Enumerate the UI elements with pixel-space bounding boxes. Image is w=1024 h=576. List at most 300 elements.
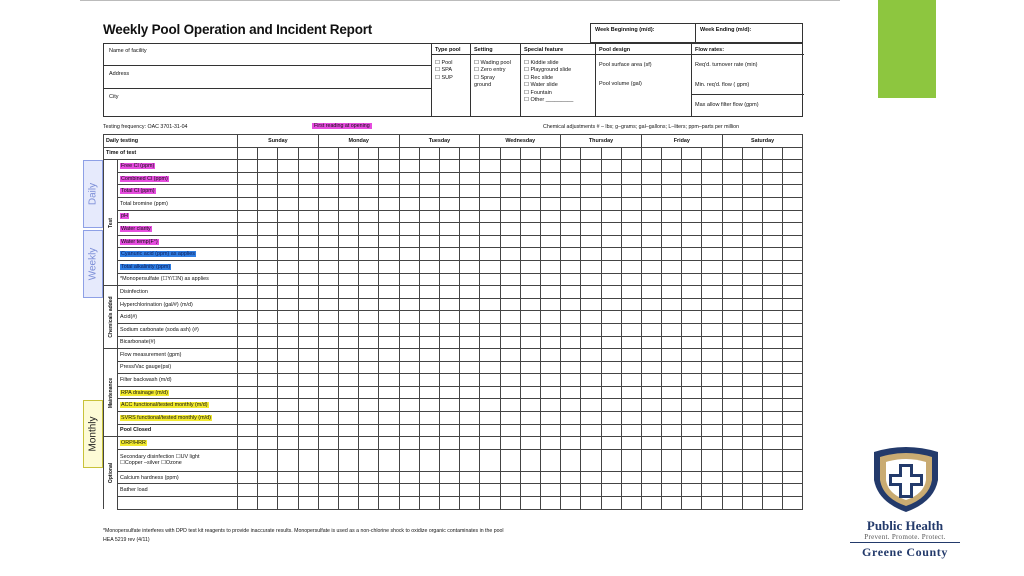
entry-cell[interactable]: [238, 437, 258, 450]
entry-cell[interactable]: [439, 449, 459, 471]
entry-cell[interactable]: [763, 286, 783, 299]
entry-cell[interactable]: [278, 311, 298, 324]
entry-cell[interactable]: [318, 248, 338, 261]
entry-cell[interactable]: [641, 399, 661, 412]
entry-cell[interactable]: [601, 210, 621, 223]
entry-cell[interactable]: [682, 449, 702, 471]
entry-cell[interactable]: [540, 197, 560, 210]
entry-cell[interactable]: [439, 399, 459, 412]
entry-cell[interactable]: [278, 273, 298, 286]
turnover-field[interactable]: Req'd. turnover rate (min): [695, 62, 758, 68]
entry-cell[interactable]: [601, 349, 621, 362]
entry-cell[interactable]: [561, 311, 581, 324]
entry-cell[interactable]: [783, 323, 803, 336]
entry-cell[interactable]: [460, 248, 480, 261]
entry-cell[interactable]: [338, 361, 358, 374]
entry-cell[interactable]: [480, 412, 500, 425]
entry-cell[interactable]: [258, 210, 278, 223]
entry-cell[interactable]: [359, 323, 379, 336]
entry-cell[interactable]: [359, 147, 379, 160]
entry-cell[interactable]: [561, 449, 581, 471]
entry-cell[interactable]: [763, 260, 783, 273]
entry-cell[interactable]: [783, 160, 803, 173]
entry-cell[interactable]: [439, 172, 459, 185]
entry-cell[interactable]: [278, 223, 298, 236]
entry-cell[interactable]: [722, 210, 742, 223]
entry-cell[interactable]: [783, 336, 803, 349]
entry-cell[interactable]: [258, 497, 278, 510]
entry-cell[interactable]: [439, 248, 459, 261]
entry-cell[interactable]: [399, 349, 419, 362]
entry-cell[interactable]: [662, 471, 682, 484]
entry-cell[interactable]: [540, 449, 560, 471]
entry-cell[interactable]: [581, 286, 601, 299]
entry-cell[interactable]: [399, 172, 419, 185]
entry-cell[interactable]: [359, 437, 379, 450]
entry-cell[interactable]: [621, 160, 641, 173]
entry-cell[interactable]: [318, 336, 338, 349]
entry-cell[interactable]: [581, 412, 601, 425]
entry-cell[interactable]: [581, 248, 601, 261]
entry-cell[interactable]: [722, 273, 742, 286]
entry-cell[interactable]: [500, 361, 520, 374]
entry-cell[interactable]: [460, 147, 480, 160]
entry-cell[interactable]: [540, 323, 560, 336]
entry-cell[interactable]: [439, 311, 459, 324]
entry-cell[interactable]: [500, 248, 520, 261]
entry-cell[interactable]: [540, 235, 560, 248]
entry-cell[interactable]: [460, 336, 480, 349]
entry-cell[interactable]: [520, 484, 540, 497]
entry-cell[interactable]: [298, 374, 318, 387]
entry-cell[interactable]: [238, 449, 258, 471]
entry-cell[interactable]: [722, 336, 742, 349]
entry-cell[interactable]: [682, 399, 702, 412]
entry-cell[interactable]: [338, 223, 358, 236]
entry-cell[interactable]: [621, 424, 641, 437]
entry-cell[interactable]: [722, 412, 742, 425]
entry-cell[interactable]: [520, 311, 540, 324]
entry-cell[interactable]: [238, 349, 258, 362]
entry-cell[interactable]: [621, 185, 641, 198]
entry-cell[interactable]: [359, 497, 379, 510]
entry-cell[interactable]: [662, 260, 682, 273]
entry-cell[interactable]: [480, 336, 500, 349]
entry-cell[interactable]: [298, 424, 318, 437]
entry-cell[interactable]: [702, 399, 722, 412]
entry-cell[interactable]: [399, 374, 419, 387]
entry-cell[interactable]: [278, 349, 298, 362]
entry-cell[interactable]: [722, 298, 742, 311]
entry-cell[interactable]: [641, 298, 661, 311]
entry-cell[interactable]: [540, 386, 560, 399]
entry-cell[interactable]: [621, 223, 641, 236]
entry-cell[interactable]: [379, 210, 399, 223]
entry-cell[interactable]: [419, 349, 439, 362]
entry-cell[interactable]: [379, 361, 399, 374]
entry-cell[interactable]: [318, 298, 338, 311]
entry-cell[interactable]: [278, 210, 298, 223]
entry-cell[interactable]: [238, 399, 258, 412]
entry-cell[interactable]: [278, 235, 298, 248]
entry-cell[interactable]: [763, 497, 783, 510]
entry-cell[interactable]: [682, 484, 702, 497]
entry-cell[interactable]: [722, 185, 742, 198]
entry-cell[interactable]: [520, 273, 540, 286]
entry-cell[interactable]: [399, 497, 419, 510]
entry-cell[interactable]: [742, 497, 762, 510]
entry-cell[interactable]: [520, 349, 540, 362]
entry-cell[interactable]: [419, 185, 439, 198]
entry-cell[interactable]: [500, 223, 520, 236]
entry-cell[interactable]: [742, 484, 762, 497]
entry-cell[interactable]: [682, 386, 702, 399]
entry-cell[interactable]: [238, 235, 258, 248]
entry-cell[interactable]: [641, 374, 661, 387]
entry-cell[interactable]: [581, 147, 601, 160]
entry-cell[interactable]: [338, 424, 358, 437]
entry-cell[interactable]: [338, 210, 358, 223]
entry-cell[interactable]: [702, 311, 722, 324]
entry-cell[interactable]: [298, 471, 318, 484]
entry-cell[interactable]: [601, 336, 621, 349]
entry-cell[interactable]: [238, 273, 258, 286]
entry-cell[interactable]: [581, 484, 601, 497]
entry-cell[interactable]: [641, 361, 661, 374]
entry-cell[interactable]: [540, 160, 560, 173]
entry-cell[interactable]: [278, 497, 298, 510]
entry-cell[interactable]: [359, 484, 379, 497]
entry-cell[interactable]: [722, 349, 742, 362]
entry-cell[interactable]: [439, 223, 459, 236]
entry-cell[interactable]: [763, 160, 783, 173]
entry-cell[interactable]: [298, 497, 318, 510]
entry-cell[interactable]: [520, 286, 540, 299]
entry-cell[interactable]: [419, 197, 439, 210]
entry-cell[interactable]: [238, 160, 258, 173]
entry-cell[interactable]: [439, 160, 459, 173]
entry-cell[interactable]: [540, 147, 560, 160]
entry-cell[interactable]: [379, 223, 399, 236]
entry-cell[interactable]: [238, 223, 258, 236]
entry-cell[interactable]: [722, 424, 742, 437]
entry-cell[interactable]: [722, 484, 742, 497]
entry-cell[interactable]: [662, 374, 682, 387]
entry-cell[interactable]: [540, 349, 560, 362]
entry-cell[interactable]: [238, 497, 258, 510]
entry-cell[interactable]: [379, 248, 399, 261]
entry-cell[interactable]: [742, 323, 762, 336]
entry-cell[interactable]: [318, 185, 338, 198]
entry-cell[interactable]: [641, 349, 661, 362]
entry-cell[interactable]: [419, 286, 439, 299]
entry-cell[interactable]: [399, 160, 419, 173]
entry-cell[interactable]: [520, 323, 540, 336]
entry-cell[interactable]: [338, 484, 358, 497]
entry-cell[interactable]: [439, 185, 459, 198]
entry-cell[interactable]: [338, 147, 358, 160]
entry-cell[interactable]: [601, 311, 621, 324]
entry-cell[interactable]: [338, 374, 358, 387]
entry-cell[interactable]: [621, 449, 641, 471]
entry-cell[interactable]: [783, 361, 803, 374]
entry-cell[interactable]: [419, 361, 439, 374]
entry-cell[interactable]: [338, 185, 358, 198]
entry-cell[interactable]: [763, 311, 783, 324]
entry-cell[interactable]: [702, 298, 722, 311]
entry-cell[interactable]: [540, 260, 560, 273]
entry-cell[interactable]: [520, 210, 540, 223]
entry-cell[interactable]: [581, 471, 601, 484]
entry-cell[interactable]: [561, 349, 581, 362]
entry-cell[interactable]: [480, 386, 500, 399]
entry-cell[interactable]: [238, 286, 258, 299]
entry-cell[interactable]: [621, 197, 641, 210]
entry-cell[interactable]: [338, 311, 358, 324]
entry-cell[interactable]: [702, 273, 722, 286]
entry-cell[interactable]: [399, 323, 419, 336]
entry-cell[interactable]: [500, 311, 520, 324]
entry-cell[interactable]: [621, 235, 641, 248]
entry-cell[interactable]: [399, 210, 419, 223]
entry-cell[interactable]: [500, 336, 520, 349]
entry-cell[interactable]: [763, 273, 783, 286]
entry-cell[interactable]: [581, 374, 601, 387]
entry-cell[interactable]: [258, 412, 278, 425]
entry-cell[interactable]: [742, 298, 762, 311]
entry-cell[interactable]: [581, 172, 601, 185]
entry-cell[interactable]: [621, 484, 641, 497]
entry-cell[interactable]: [561, 160, 581, 173]
entry-cell[interactable]: [742, 273, 762, 286]
entry-cell[interactable]: [258, 323, 278, 336]
entry-cell[interactable]: [662, 336, 682, 349]
entry-cell[interactable]: [258, 424, 278, 437]
entry-cell[interactable]: [318, 437, 338, 450]
entry-cell[interactable]: [338, 248, 358, 261]
entry-cell[interactable]: [480, 223, 500, 236]
entry-cell[interactable]: [763, 471, 783, 484]
entry-cell[interactable]: [742, 210, 762, 223]
entry-cell[interactable]: [439, 323, 459, 336]
entry-cell[interactable]: [682, 197, 702, 210]
entry-cell[interactable]: [480, 471, 500, 484]
entry-cell[interactable]: [480, 497, 500, 510]
entry-cell[interactable]: [500, 412, 520, 425]
entry-cell[interactable]: [480, 185, 500, 198]
special-feature-options[interactable]: ☐ Kiddie slide ☐ Playground slide ☐ Rec slide ☐ Water slide ☐ Fountain ☐ Other _________: [524, 60, 574, 104]
entry-cell[interactable]: [742, 197, 762, 210]
entry-cell[interactable]: [460, 323, 480, 336]
entry-cell[interactable]: [480, 197, 500, 210]
entry-cell[interactable]: [500, 399, 520, 412]
entry-cell[interactable]: [702, 484, 722, 497]
entry-cell[interactable]: [783, 471, 803, 484]
entry-cell[interactable]: [318, 449, 338, 471]
entry-cell[interactable]: [783, 399, 803, 412]
entry-cell[interactable]: [601, 323, 621, 336]
entry-cell[interactable]: [641, 223, 661, 236]
entry-cell[interactable]: [763, 424, 783, 437]
entry-cell[interactable]: [359, 349, 379, 362]
entry-cell[interactable]: [278, 286, 298, 299]
entry-cell[interactable]: [238, 298, 258, 311]
entry-cell[interactable]: [561, 437, 581, 450]
entry-cell[interactable]: [359, 185, 379, 198]
entry-cell[interactable]: [500, 323, 520, 336]
entry-cell[interactable]: [318, 497, 338, 510]
entry-cell[interactable]: [581, 386, 601, 399]
entry-cell[interactable]: [763, 210, 783, 223]
entry-cell[interactable]: [460, 424, 480, 437]
entry-cell[interactable]: [682, 273, 702, 286]
entry-cell[interactable]: [742, 223, 762, 236]
entry-cell[interactable]: [460, 260, 480, 273]
entry-cell[interactable]: [439, 437, 459, 450]
entry-cell[interactable]: [399, 361, 419, 374]
entry-cell[interactable]: [258, 223, 278, 236]
entry-cell[interactable]: [399, 248, 419, 261]
entry-cell[interactable]: [722, 323, 742, 336]
entry-cell[interactable]: [682, 172, 702, 185]
entry-cell[interactable]: [702, 248, 722, 261]
entry-cell[interactable]: [520, 147, 540, 160]
entry-cell[interactable]: [359, 471, 379, 484]
entry-cell[interactable]: [561, 172, 581, 185]
entry-cell[interactable]: [561, 424, 581, 437]
entry-cell[interactable]: [621, 374, 641, 387]
entry-cell[interactable]: [783, 248, 803, 261]
entry-cell[interactable]: [540, 412, 560, 425]
entry-cell[interactable]: [460, 361, 480, 374]
entry-cell[interactable]: [621, 386, 641, 399]
entry-cell[interactable]: [419, 336, 439, 349]
entry-cell[interactable]: [702, 374, 722, 387]
entry-cell[interactable]: [480, 210, 500, 223]
entry-cell[interactable]: [238, 361, 258, 374]
entry-cell[interactable]: [621, 349, 641, 362]
entry-cell[interactable]: [480, 437, 500, 450]
entry-cell[interactable]: [278, 185, 298, 198]
type-pool-options[interactable]: ☐ Pool ☐ SPA ☐ SUP: [435, 60, 453, 81]
entry-cell[interactable]: [480, 235, 500, 248]
entry-cell[interactable]: [561, 361, 581, 374]
entry-cell[interactable]: [359, 210, 379, 223]
entry-cell[interactable]: [763, 197, 783, 210]
entry-cell[interactable]: [520, 449, 540, 471]
entry-cell[interactable]: [641, 197, 661, 210]
entry-cell[interactable]: [419, 437, 439, 450]
entry-cell[interactable]: [379, 273, 399, 286]
entry-cell[interactable]: [621, 147, 641, 160]
entry-cell[interactable]: [783, 311, 803, 324]
entry-cell[interactable]: [783, 374, 803, 387]
entry-cell[interactable]: [338, 260, 358, 273]
entry-cell[interactable]: [742, 235, 762, 248]
entry-cell[interactable]: [298, 185, 318, 198]
entry-cell[interactable]: [641, 286, 661, 299]
entry-cell[interactable]: [439, 147, 459, 160]
entry-cell[interactable]: [722, 361, 742, 374]
entry-cell[interactable]: [520, 248, 540, 261]
entry-cell[interactable]: [460, 449, 480, 471]
entry-cell[interactable]: [662, 298, 682, 311]
entry-cell[interactable]: [702, 349, 722, 362]
entry-cell[interactable]: [601, 298, 621, 311]
entry-cell[interactable]: [763, 248, 783, 261]
entry-cell[interactable]: [662, 311, 682, 324]
entry-cell[interactable]: [318, 424, 338, 437]
entry-cell[interactable]: [682, 160, 702, 173]
entry-cell[interactable]: [318, 484, 338, 497]
entry-cell[interactable]: [702, 235, 722, 248]
entry-cell[interactable]: [540, 471, 560, 484]
entry-cell[interactable]: [641, 210, 661, 223]
entry-cell[interactable]: [359, 361, 379, 374]
entry-cell[interactable]: [338, 497, 358, 510]
entry-cell[interactable]: [621, 172, 641, 185]
entry-cell[interactable]: [662, 361, 682, 374]
entry-cell[interactable]: [278, 399, 298, 412]
entry-cell[interactable]: [641, 323, 661, 336]
entry-cell[interactable]: [540, 399, 560, 412]
entry-cell[interactable]: [298, 260, 318, 273]
entry-cell[interactable]: [561, 497, 581, 510]
entry-cell[interactable]: [682, 298, 702, 311]
entry-cell[interactable]: [682, 349, 702, 362]
entry-cell[interactable]: [338, 323, 358, 336]
entry-cell[interactable]: [338, 235, 358, 248]
entry-cell[interactable]: [318, 235, 338, 248]
entry-cell[interactable]: [258, 286, 278, 299]
entry-cell[interactable]: [419, 298, 439, 311]
entry-cell[interactable]: [439, 197, 459, 210]
entry-cell[interactable]: [722, 437, 742, 450]
entry-cell[interactable]: [460, 471, 480, 484]
entry-cell[interactable]: [581, 424, 601, 437]
entry-cell[interactable]: [399, 484, 419, 497]
entry-cell[interactable]: [783, 412, 803, 425]
entry-cell[interactable]: [379, 437, 399, 450]
entry-cell[interactable]: [783, 386, 803, 399]
entry-cell[interactable]: [520, 374, 540, 387]
entry-cell[interactable]: [359, 286, 379, 299]
entry-cell[interactable]: [682, 260, 702, 273]
entry-cell[interactable]: [682, 248, 702, 261]
entry-cell[interactable]: [662, 386, 682, 399]
entry-cell[interactable]: [763, 484, 783, 497]
entry-cell[interactable]: [298, 273, 318, 286]
entry-cell[interactable]: [783, 286, 803, 299]
entry-cell[interactable]: [359, 248, 379, 261]
entry-cell[interactable]: [561, 197, 581, 210]
entry-cell[interactable]: [601, 197, 621, 210]
entry-cell[interactable]: [682, 437, 702, 450]
entry-cell[interactable]: [641, 497, 661, 510]
entry-cell[interactable]: [540, 497, 560, 510]
entry-cell[interactable]: [500, 172, 520, 185]
entry-cell[interactable]: [399, 185, 419, 198]
entry-cell[interactable]: [318, 210, 338, 223]
entry-cell[interactable]: [419, 399, 439, 412]
entry-cell[interactable]: [399, 286, 419, 299]
entry-cell[interactable]: [621, 260, 641, 273]
entry-cell[interactable]: [601, 273, 621, 286]
entry-cell[interactable]: [338, 172, 358, 185]
entry-cell[interactable]: [561, 248, 581, 261]
entry-cell[interactable]: [722, 223, 742, 236]
entry-cell[interactable]: [742, 361, 762, 374]
